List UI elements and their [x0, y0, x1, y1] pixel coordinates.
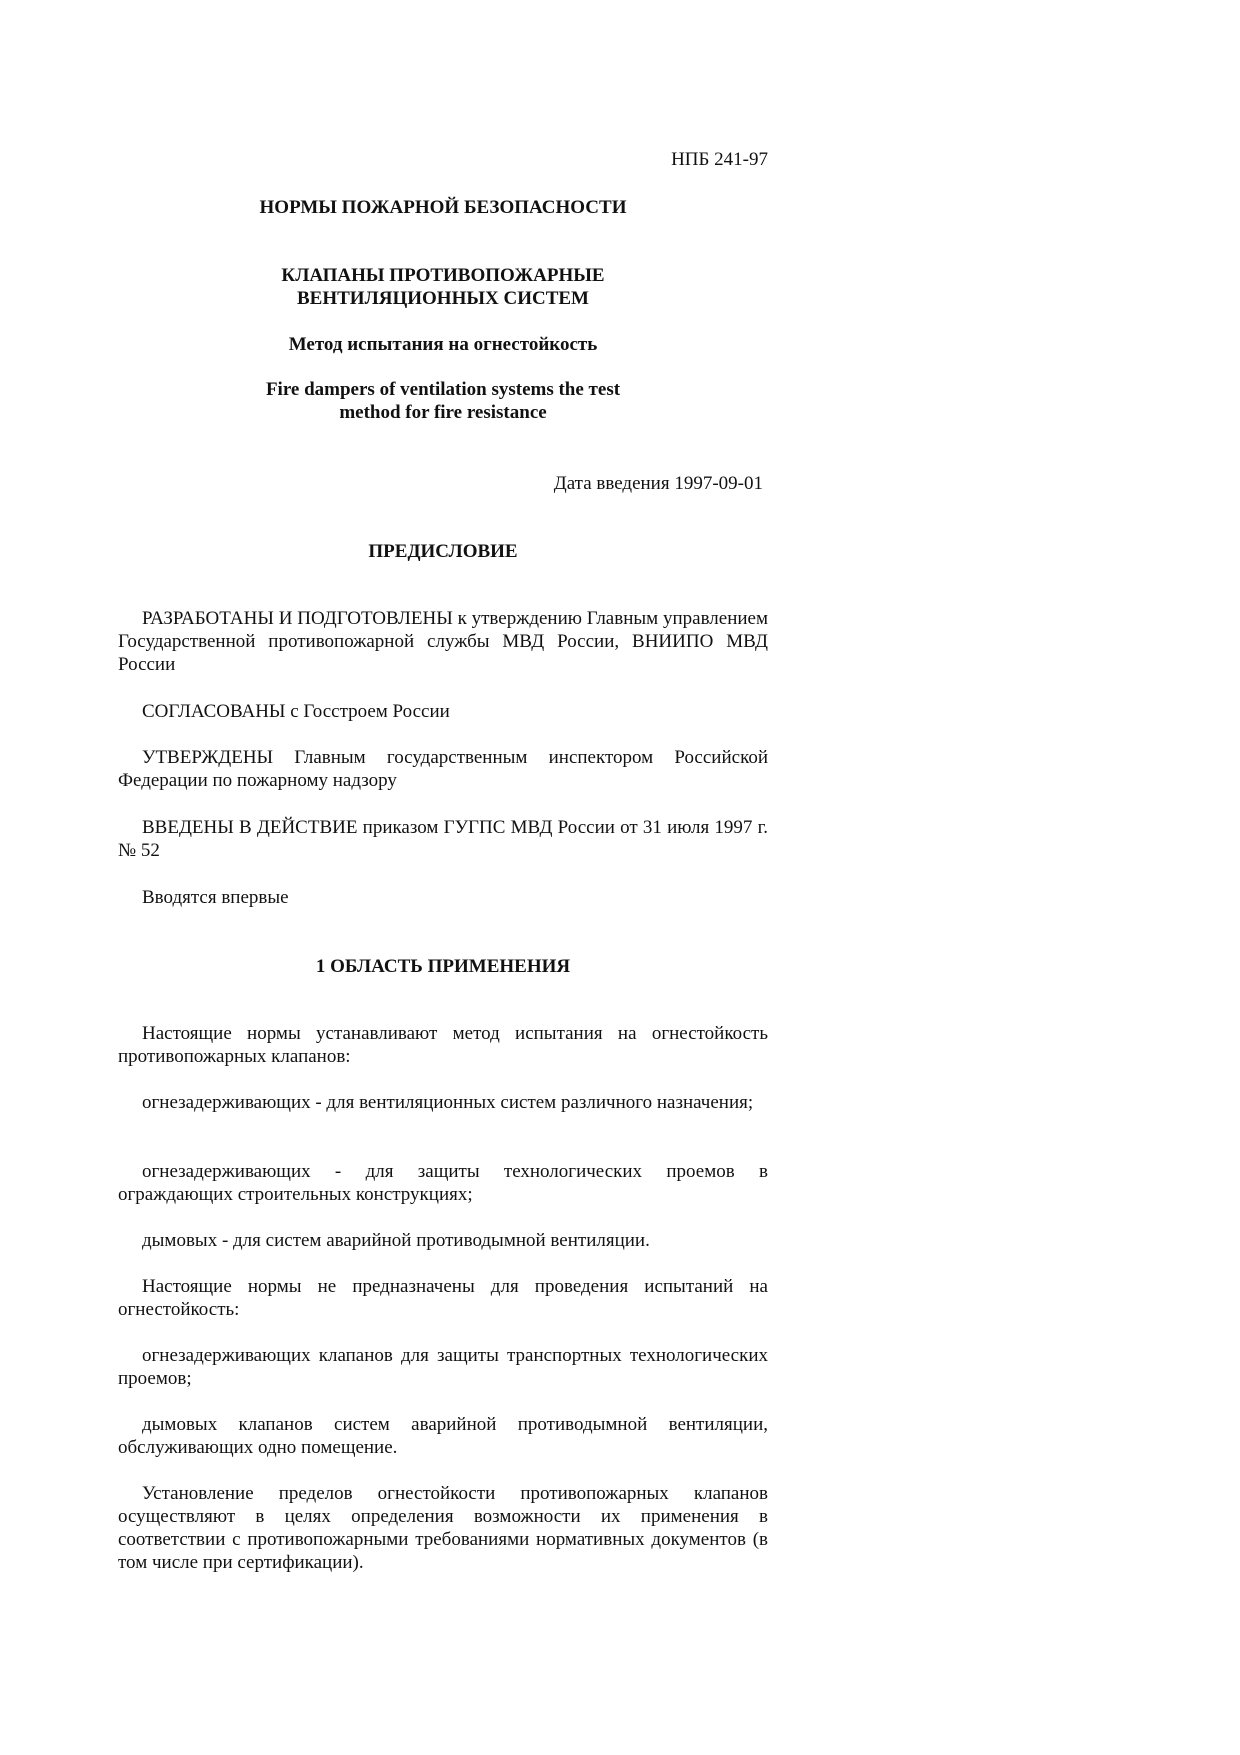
english-title-line-1: Fire dampers of ventilation systems the тest: [265, 379, 621, 400]
section-1-paragraph: Настоящие нормы устанавливают метод испытания на огнестойкость противопожарных клапанов:: [118, 1023, 768, 1067]
foreword-paragraph: УТВЕРЖДЕНЫ Главным государственным инспектором Российской Федерации по пожарному надзору: [118, 747, 768, 791]
section-1-paragraph: огнезадерживающих клапанов для защиты транспортных технологических проемов;: [118, 1345, 768, 1389]
foreword-paragraph: РАЗРАБОТАНЫ И ПОДГОТОВЛЕНЫ к утверждению Главным управлением Государственной противопожарной службы МВД России, ВНИИПО МВД России: [118, 608, 768, 675]
section-1-heading: 1 ОБЛАСТЬ ПРИМЕНЕНИЯ: [315, 956, 571, 977]
main-title-line-1: КЛАПАНЫ ПРОТИВОПОЖАРНЫЕ: [281, 265, 605, 286]
norms-title: НОРМЫ ПОЖАРНОЙ БЕЗОПАСНОСТИ: [259, 197, 627, 218]
foreword-heading: ПРЕДИСЛОВИЕ: [368, 541, 518, 562]
foreword-paragraph: ВВЕДЕНЫ В ДЕЙСТВИЕ приказом ГУГПС МВД России от 31 июля 1997 г. № 52: [118, 817, 768, 861]
section-1-paragraph: дымовых - для систем аварийной противодымной вентиляции.: [142, 1230, 650, 1251]
section-1-paragraph: дымовых клапанов систем аварийной противодымной вентиляции, обслуживающих одно помещение.: [118, 1414, 768, 1458]
section-1-paragraph: Настоящие нормы не предназначены для проведения испытаний на огнестойкость:: [118, 1276, 768, 1320]
main-title: [118, 264, 768, 310]
section-1-paragraph: Установление пределов огнестойкости противопожарных клапанов осуществляют в целях определения возможности их применения в соответствии с противопожарными требованиями нормативных документов (в том числе при сертификации).: [118, 1483, 768, 1573]
foreword-paragraph: Вводятся впервые: [142, 887, 289, 908]
english-title-line-2: method for fire resistance: [339, 402, 547, 423]
document-code: НПБ 241-97: [671, 149, 768, 170]
section-1-paragraph: огнезадерживающих - для вентиляционных систем различного назначения;: [142, 1092, 754, 1113]
section-1-paragraph: огнезадерживающих - для защиты технологических проемов в ограждающих строительных конструкциях;: [118, 1161, 768, 1205]
subtitle: Метод испытания на огнестойкость: [288, 334, 598, 355]
main-title-line-2: ВЕНТИЛЯЦИОННЫХ СИСТЕМ: [297, 288, 589, 309]
english-title: [118, 378, 768, 424]
introduction-date: Дата введения 1997-09-01: [553, 473, 763, 494]
foreword-paragraph: СОГЛАСОВАНЫ с Госстроем России: [142, 701, 450, 722]
